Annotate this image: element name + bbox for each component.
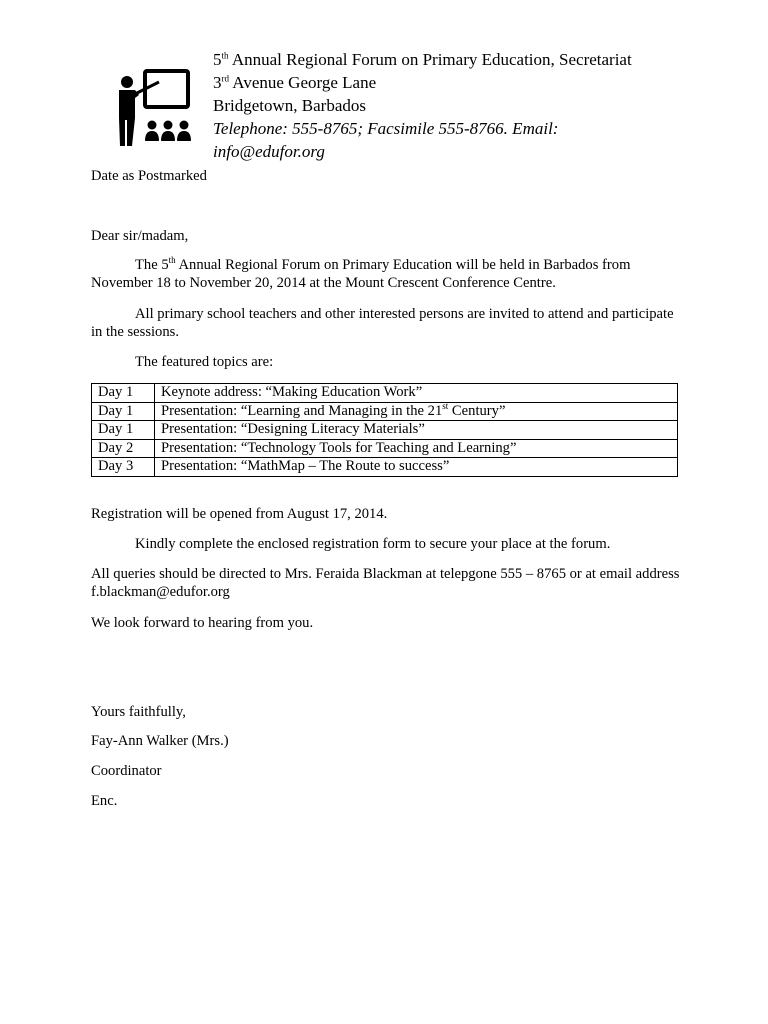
table-row [92, 458, 678, 477]
day-cell: Day 3 [92, 458, 155, 477]
teacher-presentation-icon [115, 68, 197, 148]
table-row [92, 421, 678, 440]
table-row [92, 402, 678, 421]
table-row [92, 439, 678, 458]
day-cell: Day 1 [92, 421, 155, 440]
signer-name: Fay-Ann Walker (Mrs.) [91, 733, 229, 749]
letterhead-contact: Telephone: 555-8765; Facsimile 555-8766. Email: [213, 119, 559, 138]
enclosure-note: Enc. [91, 793, 118, 809]
signoff: Yours faithfully, [91, 704, 186, 720]
paragraph-invitation: All primary school teachers and other interested persons are invited to attend and participate in the sessions. [91, 306, 674, 340]
topic-cell: Presentation: “Designing Literacy Materials” [155, 421, 678, 440]
topic-cell: Keynote address: “Making Education Work” [155, 384, 678, 403]
table-row [92, 384, 678, 403]
paragraph-registration-form: Kindly complete the enclosed registration form to secure your place at the forum. [135, 536, 611, 552]
registration-line: Registration will be opened from August 17, 2014. [91, 506, 388, 522]
day-cell: Day 1 [92, 402, 155, 421]
topic-cell: Presentation: “Learning and Managing in the 21st Century” [155, 402, 678, 421]
date-line: Date as Postmarked [91, 168, 207, 184]
salutation: Dear sir/madam, [91, 228, 189, 244]
topic-cell: Presentation: “MathMap – The Route to success” [155, 458, 678, 477]
day-cell: Day 2 [92, 439, 155, 458]
paragraph-queries: All queries should be directed to Mrs. Feraida Blackman at telepgone 555 – 8765 or at email address f.blackman@edufor.org [91, 566, 680, 600]
letterhead-email: info@edufor.org [213, 142, 325, 161]
closing-line: We look forward to hearing from you. [91, 615, 314, 631]
topic-cell: Presentation: “Technology Tools for Teaching and Learning” [155, 439, 678, 458]
topics-table [91, 383, 678, 477]
paragraph-topics-intro: The featured topics are: [135, 354, 274, 370]
letterhead-line-2: 3rd Avenue George Lane [213, 73, 377, 92]
signer-title: Coordinator [91, 763, 162, 779]
paragraph-intro: The 5th Annual Regional Forum on Primary Education will be held in Barbados from November 18 to November 20, 2014 at the Mount Crescent Conference Centre. [91, 255, 631, 291]
letterhead-line-1: 5th Annual Regional Forum on Primary Education, Secretariat [213, 50, 632, 69]
letterhead-line-3: Bridgetown, Barbados [213, 96, 366, 115]
day-cell: Day 1 [92, 384, 155, 403]
letterhead [213, 48, 733, 163]
